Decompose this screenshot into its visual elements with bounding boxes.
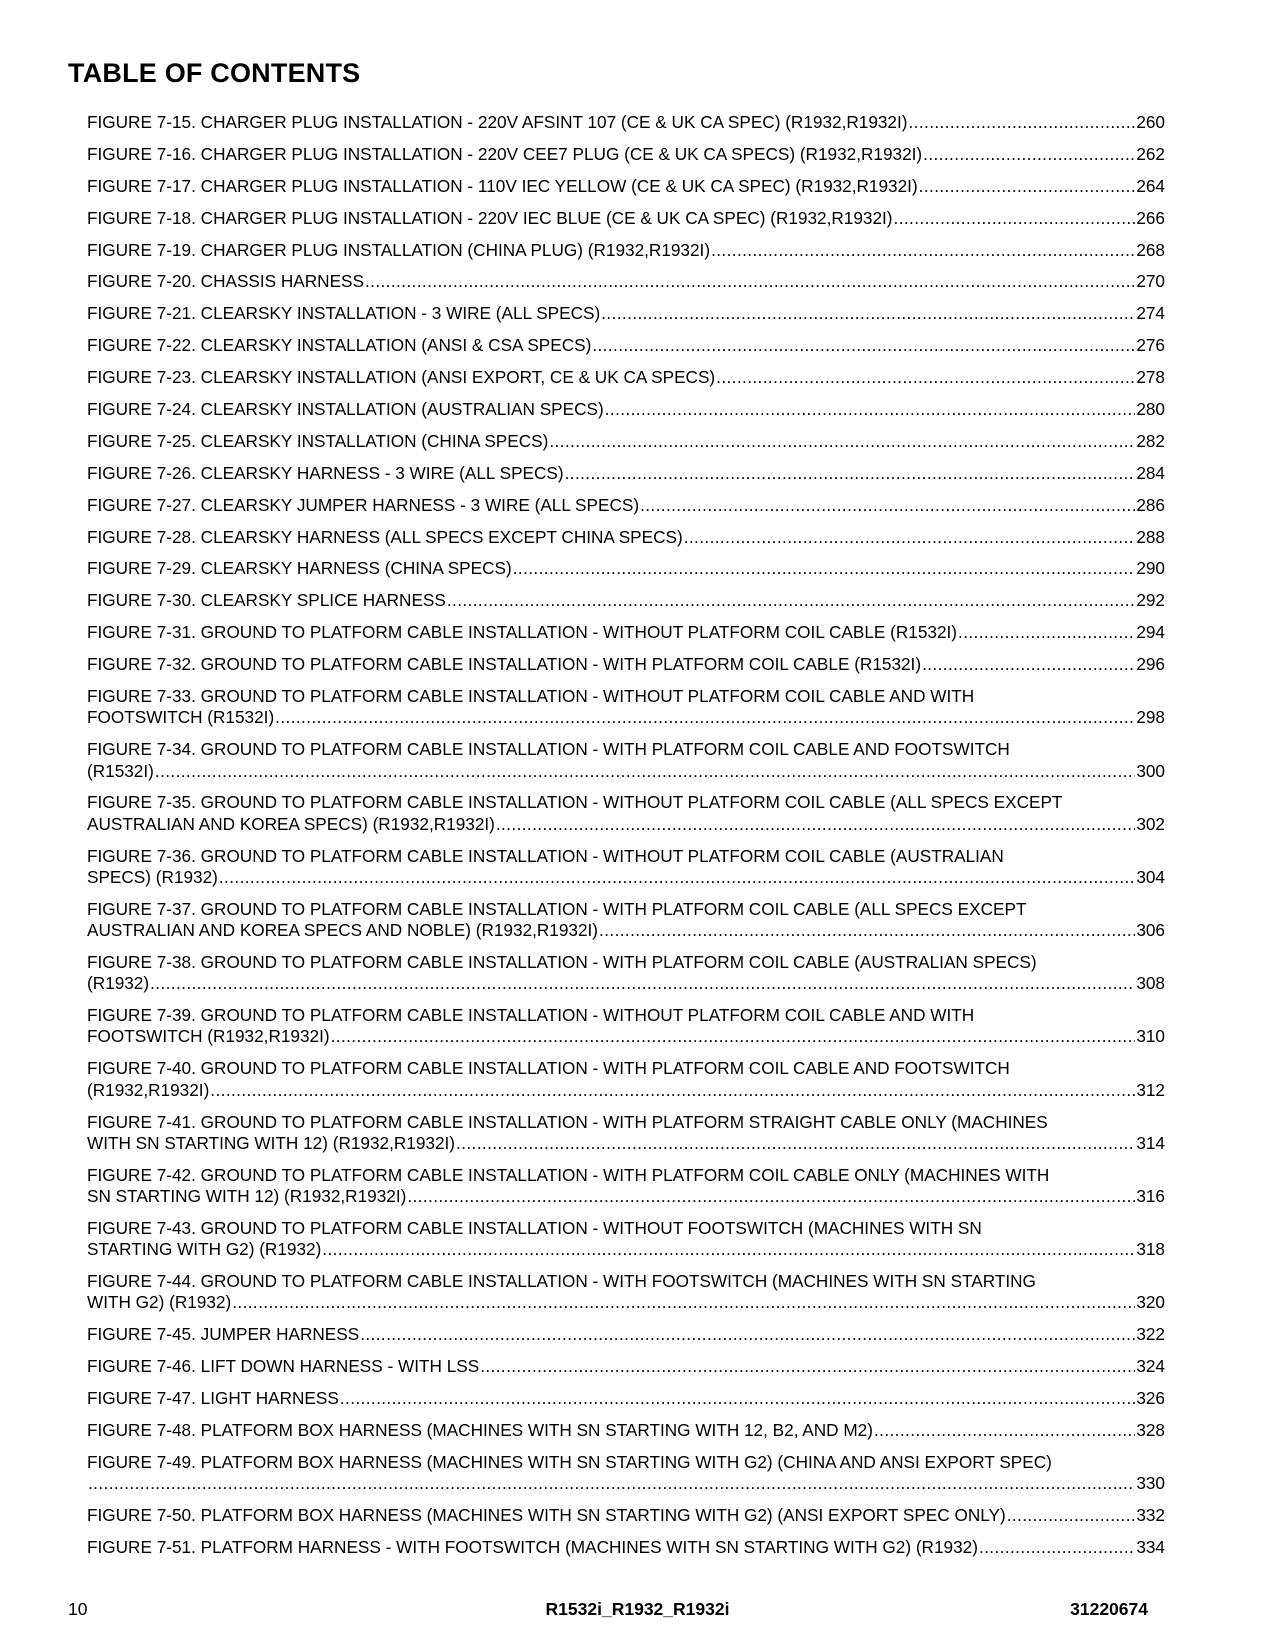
toc-entry[interactable] [87,271,1165,292]
toc-entry-title-line: FIGURE 7-29. CLEARSKY HARNESS (CHINA SPECS) [87,558,512,579]
toc-entry-page-number: 328 [1136,1419,1165,1440]
toc-entry-title-line: FIGURE 7-24. CLEARSKY INSTALLATION (AUSTRALIAN SPECS) [87,399,604,420]
toc-entry-title-line: FIGURE 7-41. GROUND TO PLATFORM CABLE INSTALLATION - WITH PLATFORM STRAIGHT CABLE ONLY (MACHINES [87,1111,1048,1132]
toc-entry-title-line: FIGURE 7-42. GROUND TO PLATFORM CABLE INSTALLATION - WITH PLATFORM COIL CABLE ONLY (MACHINES WITH [87,1164,1050,1185]
dot-leader [340,1388,1135,1409]
toc-entry-page-number: 334 [1136,1536,1165,1557]
toc-entry[interactable] [87,792,1165,835]
toc-entry[interactable] [87,1112,1165,1155]
toc-entry-title-line: FIGURE 7-34. GROUND TO PLATFORM CABLE INSTALLATION - WITH PLATFORM COIL CABLE AND FOOTSWITCH [87,739,1010,760]
toc-entry-title-line: FIGURE 7-32. GROUND TO PLATFORM CABLE INSTALLATION - WITH PLATFORM COIL CABLE (R1532I) [87,654,922,675]
dot-leader [958,622,1135,643]
dot-leader [407,1186,1135,1207]
dot-leader [322,1239,1135,1260]
toc-entry[interactable] [87,952,1165,995]
toc-entry-title-line: FIGURE 7-37. GROUND TO PLATFORM CABLE INSTALLATION - WITH PLATFORM COIL CABLE (ALL SPECS EXCEPT [87,898,1027,919]
toc-entry-page-number: 322 [1136,1324,1165,1345]
dot-leader [605,399,1136,420]
toc-entry-page-number: 306 [1136,920,1165,941]
toc-entry-title-line: FOOTSWITCH (R1932,R1932I) [87,1026,330,1047]
toc-entry[interactable] [87,558,1165,579]
toc-entry-title-line: FIGURE 7-39. GROUND TO PLATFORM CABLE INSTALLATION - WITHOUT PLATFORM COIL CABLE AND WITH [87,1005,975,1026]
toc-entry[interactable] [87,590,1165,611]
toc-entry-title-line: SPECS) (R1932) [87,866,218,887]
dot-leader [1007,1505,1136,1526]
toc-entry[interactable] [87,1218,1165,1261]
footer-doc-number: 31220674 [1070,1599,1148,1619]
toc-entry-page-number: 282 [1136,430,1165,451]
toc-entry-title-line: WITH SN STARTING WITH 12) (R1932,R1932I) [87,1132,456,1153]
dot-leader [923,144,1135,165]
toc-entry-title-line: FIGURE 7-28. CLEARSKY HARNESS (ALL SPECS EXCEPT CHINA SPECS) [87,526,683,547]
toc-entry-page-number: 286 [1136,494,1165,515]
toc-entry-page-number: 312 [1136,1079,1165,1100]
footer-page-number: 10 [68,1599,88,1619]
toc-entry[interactable] [87,1452,1165,1495]
toc-entry-title-line: FIGURE 7-50. PLATFORM BOX HARNESS (MACHINES WITH SN STARTING WITH G2) (ANSI EXPORT SPEC ONLY) [87,1505,1006,1526]
toc-entry-page-number: 330 [1136,1473,1165,1494]
dot-leader [456,1133,1135,1154]
toc-entry[interactable] [87,335,1165,356]
dot-leader [909,112,1136,133]
toc-entry[interactable] [87,686,1165,729]
toc-entry[interactable] [87,1058,1165,1101]
toc-entry-title-line: AUSTRALIAN AND KOREA SPECS AND NOBLE) (R1932,R1932I) [87,920,599,941]
toc-entry[interactable] [87,495,1165,516]
toc-entry-title-line: FIGURE 7-45. JUMPER HARNESS [87,1324,360,1345]
toc-entry-title-line: FIGURE 7-20. CHASSIS HARNESS [87,271,364,292]
toc-entry-page-number: 316 [1136,1186,1165,1207]
toc-entry[interactable] [87,208,1165,229]
toc-entry[interactable] [87,1005,1165,1048]
toc-entry-page-number: 280 [1136,399,1165,420]
dot-leader [640,495,1135,516]
toc-entry[interactable] [87,622,1165,643]
toc-entry-title-line: (R1932,R1932I) [87,1079,210,1100]
toc-entry[interactable] [87,1165,1165,1208]
toc-entry-title-line: FIGURE 7-51. PLATFORM HARNESS - WITH FOOTSWITCH (MACHINES WITH SN STARTING WITH G2) (R1932) [87,1536,978,1557]
toc-entry[interactable] [87,463,1165,484]
dot-leader [88,1473,1135,1494]
toc-entry-page-number: 300 [1136,760,1165,781]
toc-entry[interactable] [87,1271,1165,1314]
toc-entry-title-line: (R1932) [87,973,150,994]
toc-entry-page-number: 278 [1136,367,1165,388]
dot-leader [155,761,1135,782]
toc-entry[interactable] [87,739,1165,782]
toc-entry-title-line: AUSTRALIAN AND KOREA SPECS) (R1932,R1932I) [87,813,495,834]
toc-entry[interactable] [87,431,1165,452]
toc-entry[interactable] [87,112,1165,133]
toc-entry-title-line: FIGURE 7-21. CLEARSKY INSTALLATION - 3 WIRE (ALL SPECS) [87,303,601,324]
toc-entry[interactable] [87,399,1165,420]
toc-entry[interactable] [87,1356,1165,1377]
toc-entry-title-line: FOOTSWITCH (R1532I) [87,707,275,728]
toc-entry-page-number: 314 [1136,1132,1165,1153]
dot-leader [711,240,1135,261]
toc-entry-page-number: 270 [1136,271,1165,292]
dot-leader [219,867,1135,888]
toc-entry-title-line: FIGURE 7-44. GROUND TO PLATFORM CABLE INSTALLATION - WITH FOOTSWITCH (MACHINES WITH SN STARTING [87,1271,1036,1292]
toc-entry[interactable] [87,303,1165,324]
dot-leader [684,527,1136,548]
toc-entry-title-line: FIGURE 7-18. CHARGER PLUG INSTALLATION - 220V IEC BLUE (CE & UK CA SPEC) (R1932,R1932I) [87,207,893,228]
toc-entry[interactable] [87,144,1165,165]
toc-entry-page-number: 302 [1136,813,1165,834]
toc-entry-page-number: 296 [1136,654,1165,675]
toc-entry-page-number: 304 [1136,866,1165,887]
dot-leader [894,208,1136,229]
dot-leader [365,271,1135,292]
toc-entry-page-number: 320 [1136,1292,1165,1313]
toc-entry-title-line: FIGURE 7-48. PLATFORM BOX HARNESS (MACHINES WITH SN STARTING WITH 12, B2, AND M2) [87,1419,873,1440]
toc-entry-page-number: 324 [1136,1356,1165,1377]
footer-model: R1532i_R1932_R1932i [545,1599,730,1619]
dot-leader [360,1324,1135,1345]
toc-entry[interactable] [87,1505,1165,1526]
toc-entry-page-number: 298 [1136,707,1165,728]
toc-entry-page-number: 290 [1136,558,1165,579]
dot-leader [480,1356,1135,1377]
dot-leader [549,431,1135,452]
toc-entry-page-number: 318 [1136,1239,1165,1260]
toc-entry-page-number: 274 [1136,303,1165,324]
toc-entry-title-line: FIGURE 7-31. GROUND TO PLATFORM CABLE INSTALLATION - WITHOUT PLATFORM COIL CABLE (R1532I) [87,622,958,643]
toc-entry-page-number: 266 [1136,207,1165,228]
toc-entry-title-line: FIGURE 7-16. CHARGER PLUG INSTALLATION - 220V CEE7 PLUG (CE & UK CA SPECS) (R1932,R1932I) [87,143,923,164]
toc-entry-page-number: 308 [1136,973,1165,994]
dot-leader [565,463,1136,484]
dot-leader [874,1420,1135,1441]
toc-entry-title-line: FIGURE 7-19. CHARGER PLUG INSTALLATION (CHINA PLUG) (R1932,R1932I) [87,239,711,260]
toc-entry-title-line: WITH G2) (R1932) [87,1292,232,1313]
dot-leader [513,558,1136,579]
dot-leader [150,973,1135,994]
dot-leader [331,1026,1136,1047]
dot-leader [447,590,1135,611]
toc-entry-page-number: 332 [1136,1505,1165,1526]
toc-entry-title-line: FIGURE 7-47. LIGHT HARNESS [87,1388,339,1409]
toc-entry-title-line: FIGURE 7-38. GROUND TO PLATFORM CABLE INSTALLATION - WITH PLATFORM COIL CABLE (AUSTRALIAN SPECS) [87,951,1037,972]
toc-entry-title-line: FIGURE 7-26. CLEARSKY HARNESS - 3 WIRE (ALL SPECS) [87,462,564,483]
toc-entry-title-line: FIGURE 7-25. CLEARSKY INSTALLATION (CHINA SPECS) [87,430,549,451]
toc-entry-title-line: FIGURE 7-30. CLEARSKY SPLICE HARNESS [87,590,446,611]
page-footer [0,1599,1275,1623]
dot-leader [232,1292,1135,1313]
dot-leader [919,176,1136,197]
page-title: TABLE OF CONTENTS [68,58,361,88]
dot-leader [601,303,1135,324]
dot-leader [979,1537,1135,1558]
toc-entry-title-line: SN STARTING WITH 12) (R1932,R1932I) [87,1186,407,1207]
dot-leader [210,1080,1135,1101]
toc-entry-title-line: FIGURE 7-17. CHARGER PLUG INSTALLATION - 110V IEC YELLOW (CE & UK CA SPEC) (R1932,R1932I) [87,175,918,196]
toc-entry-title-line: FIGURE 7-35. GROUND TO PLATFORM CABLE INSTALLATION - WITHOUT PLATFORM COIL CABLE (ALL SPECS EXCEPT [87,792,1063,813]
toc-entry-title-line: FIGURE 7-33. GROUND TO PLATFORM CABLE INSTALLATION - WITHOUT PLATFORM COIL CABLE AND WITH [87,686,975,707]
toc-entry-title-line: STARTING WITH G2) (R1932) [87,1239,322,1260]
toc-entry[interactable] [87,1388,1165,1409]
toc-entry-page-number: 292 [1136,590,1165,611]
dot-leader [922,654,1135,675]
dot-leader [592,335,1135,356]
toc-entry[interactable] [87,1324,1165,1345]
toc-entry-title-line: FIGURE 7-27. CLEARSKY JUMPER HARNESS - 3 WIRE (ALL SPECS) [87,494,640,515]
toc-entry[interactable] [87,654,1165,675]
toc-entry-title-line: FIGURE 7-22. CLEARSKY INSTALLATION (ANSI & CSA SPECS) [87,335,592,356]
toc-entry[interactable] [87,899,1165,942]
toc-entry-title-line: FIGURE 7-43. GROUND TO PLATFORM CABLE INSTALLATION - WITHOUT FOOTSWITCH (MACHINES WITH SN [87,1217,982,1238]
toc-entry-title-line: FIGURE 7-46. LIFT DOWN HARNESS - WITH LSS [87,1356,480,1377]
toc-entry[interactable] [87,240,1165,261]
toc-entry-page-number: 284 [1136,462,1165,483]
dot-leader [599,920,1135,941]
toc-entry-title-line: FIGURE 7-40. GROUND TO PLATFORM CABLE INSTALLATION - WITH PLATFORM COIL CABLE AND FOOTSWITCH [87,1058,1010,1079]
toc-entry-title-line: FIGURE 7-36. GROUND TO PLATFORM CABLE INSTALLATION - WITHOUT PLATFORM COIL CABLE (AUSTRALIAN [87,845,1004,866]
toc-entry-page-number: 264 [1136,175,1165,196]
dot-leader [275,707,1135,728]
toc-entry[interactable] [87,176,1165,197]
toc-entry-title-line: FIGURE 7-23. CLEARSKY INSTALLATION (ANSI EXPORT, CE & UK CA SPECS) [87,367,716,388]
toc-entry[interactable] [87,1420,1165,1441]
toc-entry-page-number: 260 [1136,112,1165,132]
toc-entry[interactable] [87,846,1165,889]
dot-leader [716,367,1135,388]
toc-entry[interactable] [87,367,1165,388]
toc-entry-page-number: 326 [1136,1388,1165,1409]
toc-list [87,112,1165,1569]
toc-entry-page-number: 288 [1136,526,1165,547]
toc-entry[interactable] [87,1537,1165,1558]
toc-entry-page-number: 262 [1136,143,1165,164]
toc-entry-page-number: 268 [1136,239,1165,260]
toc-entry-page-number: 294 [1136,622,1165,643]
toc-entry-title-line: (R1532I) [87,760,154,781]
toc-entry-page-number: 310 [1136,1026,1165,1047]
dot-leader [496,814,1135,835]
toc-entry[interactable] [87,527,1165,548]
toc-entry-title-line: FIGURE 7-49. PLATFORM BOX HARNESS (MACHINES WITH SN STARTING WITH G2) (CHINA AND ANSI EXPORT SPEC) [87,1451,1052,1472]
toc-entry-page-number: 276 [1136,335,1165,356]
toc-entry-title-line: FIGURE 7-15. CHARGER PLUG INSTALLATION - 220V AFSINT 107 (CE & UK CA SPEC) (R1932,R1932I) [87,112,908,132]
